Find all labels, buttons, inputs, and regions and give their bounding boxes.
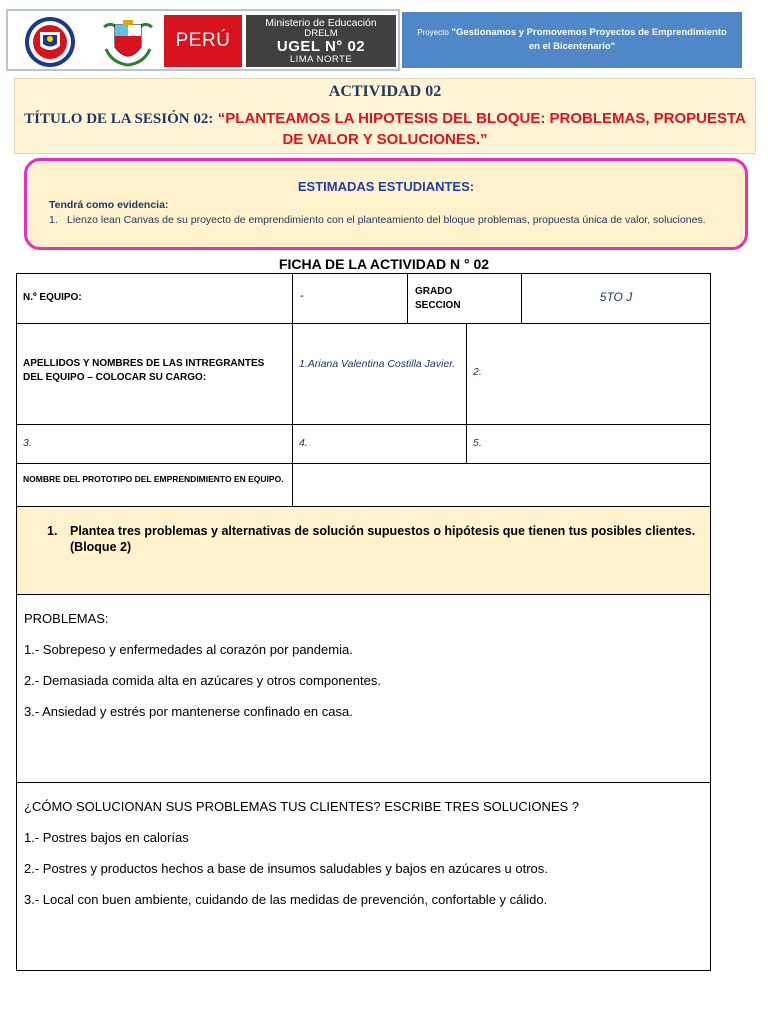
member-4: 4.: [299, 437, 308, 449]
prototype-label-cell: [16, 463, 293, 507]
notice-subtitle: Tendrá como evidencia:: [49, 199, 169, 211]
section-1-header: [16, 506, 711, 595]
section-1-text: Plantea tres problemas y alternativas de solución supuestos o hipótesis que tienen tus posibles clientes. (Bloque 2): [70, 524, 696, 555]
ficha-title: FICHA DE LA ACTIVIDAD N ° 02: [278, 256, 490, 272]
members-label: APELLIDOS Y NOMBRES DE LAS INTREGRANTES DEL EQUIPO – COLOCAR SU CARGO:: [23, 358, 265, 383]
members-label-cell: [16, 323, 293, 425]
ministry-block: [246, 15, 396, 67]
session-label: TÍTULO DE LA SESIÓN 02:: [24, 111, 214, 127]
equipo-label-cell: [16, 273, 293, 324]
session-title-text: “PLANTEAMOS LA HIPOTESIS DEL BLOQUE: PROBLEMAS, PROPUESTA DE VALOR Y SOLUCIONES.”: [217, 110, 746, 148]
solutions-heading: ¿CÓMO SOLUCIONAN SUS PROBLEMAS TUS CLIENTES? ESCRIBE TRES SOLUCIONES ?: [24, 799, 580, 814]
national-shield-icon: [100, 19, 156, 69]
ministry-name: Ministerio de Educación: [265, 17, 377, 29]
activity-number: ACTIVIDAD 02: [328, 83, 442, 100]
notice-item-num: 1.: [49, 214, 58, 226]
activity-title-box: [14, 78, 756, 154]
ministry-drelm: DRELM: [304, 28, 338, 40]
problem-item: 1.- Sobrepeso y enfermedades al corazón por pandemia.: [24, 642, 353, 657]
member-1-cell[interactable]: [292, 323, 467, 425]
prototype-label: NOMBRE DEL PROTOTIPO DEL EMPRENDIMIENTO EN EQUIPO.: [23, 474, 284, 484]
project-banner: [402, 12, 742, 68]
notice-item-text: Lienzo lean Canvas de su proyecto de emprendimiento con el planteamiento del bloque problemas, propuesta única de valor, soluciones.: [67, 214, 706, 226]
prototype-value-cell[interactable]: [292, 463, 711, 507]
member-1: 1.Ariana Valentina Costilla Javier.: [299, 358, 456, 370]
grado-value-cell[interactable]: [521, 273, 711, 324]
grado-label-cell: [407, 273, 522, 324]
member-3: 3.: [23, 437, 32, 449]
school-logo: [14, 15, 86, 69]
solutions-block[interactable]: [16, 782, 711, 971]
grado-label: GRADO SECCION: [415, 286, 461, 311]
problems-block[interactable]: [16, 594, 711, 783]
project-title: "Gestionamos y Promovemos Proyectos de Emprendimiento en el Bicentenario": [451, 27, 727, 52]
problems-heading: PROBLEMAS:: [24, 611, 109, 626]
member-3-cell[interactable]: [16, 424, 293, 464]
ministry-region: LIMA NORTE: [289, 53, 353, 65]
member-5: 5.: [473, 437, 482, 449]
equipo-value-cell[interactable]: [292, 273, 408, 324]
session-title: [15, 109, 755, 151]
notice-item: [49, 213, 731, 227]
section-1-num: 1.: [47, 524, 58, 538]
problem-item: 3.- Ansiedad y estrés por mantenerse confinado en casa.: [24, 704, 353, 719]
students-notice: [24, 158, 748, 250]
member-4-cell[interactable]: [292, 424, 467, 464]
solution-item: 1.- Postres bajos en calorías: [24, 830, 189, 845]
solution-item: 2.- Postres y productos hechos a base de insumos saludables y bajos en azúcares u otros.: [24, 861, 548, 876]
project-prefix: Proyecto: [417, 28, 449, 38]
ministry-ugel: UGEL N° 02: [276, 37, 366, 55]
equipo-value: -: [300, 290, 304, 302]
solution-item: 3.- Local con buen ambiente, cuidando de las medidas de prevención, confortable y cálido.: [24, 892, 548, 907]
member-5-cell[interactable]: [466, 424, 711, 464]
section-1-question: [47, 523, 700, 556]
equipo-label: N.º EQUIPO:: [23, 292, 82, 303]
member-2-cell[interactable]: [466, 323, 711, 425]
notice-title: ESTIMADAS ESTUDIANTES:: [297, 179, 475, 194]
member-2: 2.: [473, 366, 482, 378]
grado-value: 5TO J: [599, 290, 633, 304]
peru-label: PERÚ: [164, 15, 242, 67]
institution-header: [6, 9, 400, 71]
problem-item: 2.- Demasiada comida alta en azúcares y otros componentes.: [24, 673, 381, 688]
